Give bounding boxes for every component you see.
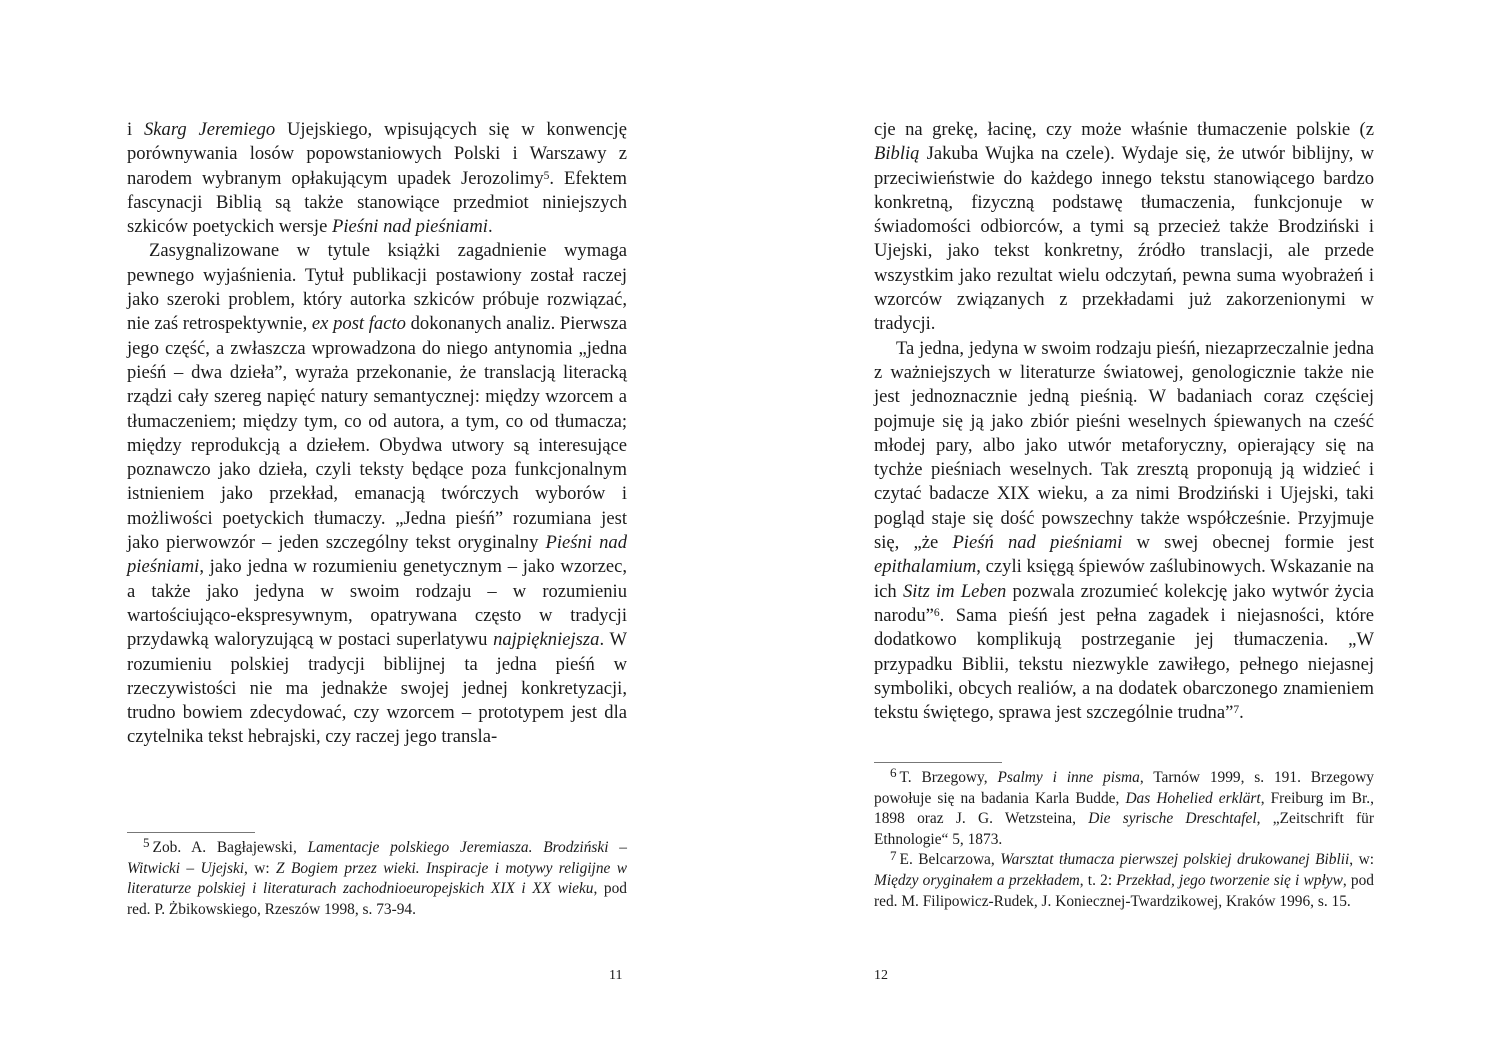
- text-run: Zasygnalizowane w tytule książki zagadnienie wymaga pewnego wyjaśnienia. Tytuł publikacji postawiony został raczej jako szeroki problem, który autorka szkiców próbuje rozwiązać, nie zaś retrospektywnie,: [127, 240, 627, 335]
- right-page-footnotes: [874, 762, 1374, 912]
- text-run: , pod red. M. Filipowicz-Rudek, J. Koniecznej-Twardzikowej, Kraków 1996, s. 15.: [874, 871, 1374, 910]
- footnote-7: [874, 847, 1374, 912]
- text-run: Ujejskiego, wpisujących się w konwencję porównywania losów popowstaniowych Polski i Warszawy z narodem wybranym opłakującym upadek Jerozolimy: [127, 119, 627, 189]
- text-run: Zob. A. Bagłajewski,: [152, 839, 308, 856]
- italic-text: Das Hohelied erklärt: [1125, 789, 1261, 807]
- text-run: cje na grekę, łacinę, czy może właśnie tłumaczenie polskie (z: [874, 119, 1374, 140]
- italic-text: Z Bogiem przez wieki. Inspiracje i motywy religijne w literaturze polskiej i literaturach zachodnioeuropejskich XIX i XX wieku: [127, 859, 627, 898]
- text-run: , t. 2:: [1079, 871, 1117, 889]
- text-run: pozwala zrozumieć kolekcję jako wytwór życia narodu”: [874, 580, 1374, 626]
- italic-text: Pieśni nad pieśniami: [127, 532, 627, 578]
- text-run: i: [127, 119, 144, 140]
- italic-text: Warsztat tłumacza pierwszej polskiej drukowanej Biblii: [1000, 851, 1350, 869]
- right-page-body: [874, 118, 1374, 725]
- right-page: [874, 118, 1375, 910]
- text-run: , w:: [244, 859, 277, 877]
- italic-text: Die syrische Dreschtafel: [1088, 810, 1257, 828]
- text-run: , jako jedna w rozumieniu genetycznym – jako wzorzec, a także jako jedyna w swoim rodzaju – w rozumieniu wartościująco-ekspresywnym, opatrywana często w tradycji przydawką waloryzującą w postaci superlatywu: [127, 556, 627, 651]
- footnote-ref: 7: [1233, 703, 1240, 716]
- italic-text: Psalmy i inne pisma: [997, 769, 1140, 786]
- italic-text: epithalamium: [874, 556, 977, 578]
- page-number-right: 12: [874, 968, 888, 983]
- text-run: Ta jedna, jedyna w swoim rodzaju pieśń, niezaprzeczalnie jedna z ważniejszych w literaturze światowej, genologicznie także nie jest jednoznacznie jedną pieśnią. W badaniach coraz częściej pojmuje się ją jako zbiór pieśni weselnych śpiewanych na cześć młodej pary, albo jako utwór metaforyczny, opierający się na tychże pieśniach weselnych. Tak zresztą proponują ją widzieć i czytać badacze XIX wieku, a za nimi Brodziński i Ujejski, taki pogląd staje się dość powszechny także współcześnie. Przyjmuje się, „że: [874, 337, 1374, 554]
- footnote-number: 5: [143, 835, 150, 851]
- footnote-5: [127, 835, 627, 920]
- text-run: E. Belcarzowa,: [899, 851, 1001, 869]
- italic-text: ex post facto: [311, 313, 406, 335]
- text-run: , „Zeitschrift für Ethnologie“ 5, 1873.: [874, 810, 1374, 848]
- italic-text: Między oryginałem a przekładem: [874, 871, 1080, 889]
- footnote-6: [874, 765, 1375, 850]
- text-run: , w:: [1349, 851, 1374, 869]
- text-run: . Efektem fascynacji Biblią są także stanowiące przedmiot niniejszych szkiców poetyckich wersje: [127, 167, 627, 238]
- footnote-separator: [874, 762, 1002, 763]
- paragraph: [127, 118, 627, 239]
- text-run: dokonanych analiz. Pierwsza jego część, a zwłaszcza wprowadzona do niego antynomia „jedna pieśń – dwa dzieła”, wyraża przekonanie, że translacją literacką rządzi cały szereg napięć natury semantycznej: między wzorcem a tłumaczeniem; między tym, co od autora, a tym, co od tłumacza; między reprodukcją a dziełem. Obydwa utwory są interesujące poznawczo jako dzieła, czyli teksty będące poza funkcjonalnym istnieniem jako przekład, emanacją twórczych wyborów i możliwości poetyckich tłumaczy. „Jedna pieśń” rozumiana jest jako pierwowzór – jeden szczególny tekst oryginalny: [127, 313, 628, 554]
- italic-text: Biblią: [874, 143, 920, 165]
- text-run: , czyli księgą śpiewów zaślubinowych. Wskazanie na ich: [874, 556, 1374, 602]
- paragraph: [874, 118, 1374, 337]
- text-run: T. Brzegowy,: [899, 769, 998, 786]
- text-run: . W rozumieniu polskiej tradycji biblijnej ta jedna pieśń w rzeczywistości nie ma jednakże swojej jednej konkretyzacji, trudno bowiem zdecydować, czy wzorcem – prototypem jest dla czytelnika tekst hebrajski, czy raczej jego transla-: [127, 629, 627, 748]
- text-run: .: [487, 216, 493, 238]
- paragraph: [127, 239, 627, 749]
- italic-text: Skarg Jeremiego: [143, 119, 276, 140]
- left-page-body: [127, 118, 627, 750]
- text-run: , Tarnów 1999, s. 191. Brzegowy powołuje się na badania Karla Budde,: [874, 769, 1375, 807]
- left-page: [127, 118, 628, 918]
- footnote-number: 7: [890, 847, 897, 863]
- text-run: . Sama pieśń jest pełna zagadek i niejasności, które dodatkowo komplikują postrzeganie jej tłumaczenia. „W przypadku Biblii, tekstu niezwykle zawiłego, pełnego niejasnej symboliki, obcych realiów, a na dodatek obarczonego znamieniem tekstu świętego, sprawa jest szczególnie trudna”: [874, 604, 1374, 724]
- text-run: .: [1239, 702, 1244, 724]
- page-number-left: 11: [609, 968, 623, 983]
- text-run: Jakuba Wujka na czele). Wydaje się, że utwór biblijny, w przeciwieństwie do każdego innego tekstu stanowiącego bardzo konkretną, fizyczną podstawę tłumaczenia, funkcjonuje w świadomości odbiorców, a tymi są przecież także Brodziński i Ujejski, jako tekst konkretny, źródło translacji, ale przede wszystkim jako rezultat wielu odczytań, pewna suma wyobrażeń i wzorców związanych z przekładami już zakorzenionymi w tradycji.: [874, 143, 1374, 335]
- italic-text: Pieśń nad pieśniami: [952, 532, 1123, 554]
- paragraph: [874, 337, 1374, 726]
- footnote-number: 6: [890, 765, 897, 781]
- italic-text: Przekład, jego tworzenie się i wpływ: [1116, 871, 1343, 889]
- footnote-ref: 6: [933, 606, 940, 619]
- text-run: , pod red. P. Żbikowskiego, Rzeszów 1998, s. 73-94.: [127, 880, 627, 918]
- italic-text: Sitz im Leben: [902, 580, 1007, 602]
- left-page-footnotes: [127, 832, 627, 920]
- text-run: w swej obecnej formie jest: [1122, 532, 1375, 554]
- text-run: , Freiburg im Br., 1898 oraz J. G. Wetzsteina,: [874, 789, 1374, 828]
- italic-text: Pieśni nad pieśniami: [331, 216, 488, 238]
- footnote-ref: 5: [543, 169, 550, 182]
- italic-text: najpiękniejsza: [493, 629, 600, 651]
- footnote-separator: [127, 832, 255, 833]
- italic-text: Lamentacje polskiego Jeremiasza. Brodziński – Witwicki – Ujejski: [127, 839, 627, 877]
